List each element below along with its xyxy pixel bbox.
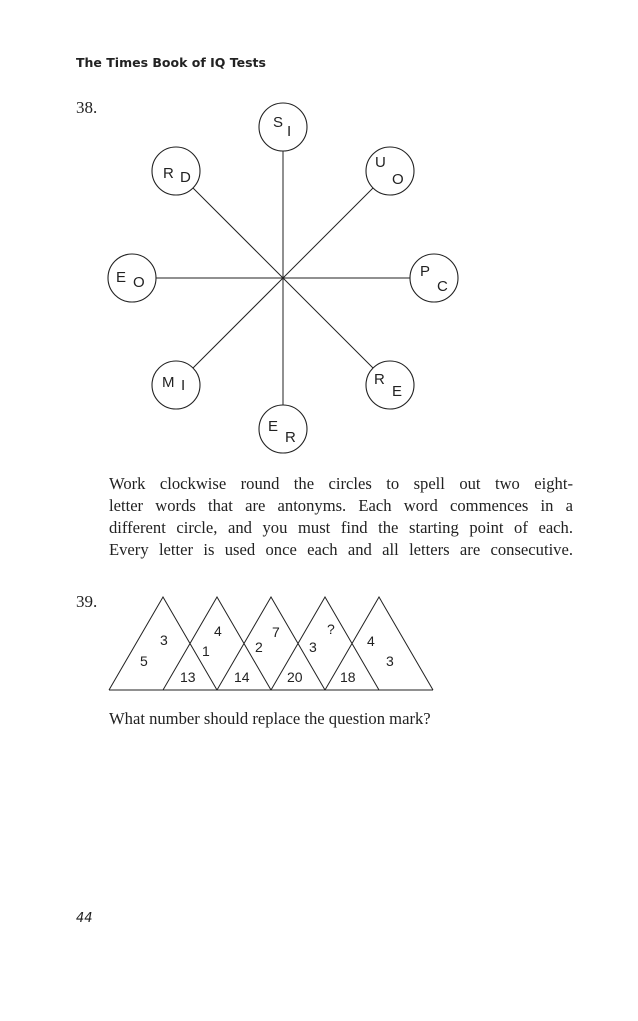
circle-letter: U <box>375 154 386 171</box>
triangle-number: 3 <box>160 632 168 648</box>
circle-letter: R <box>374 371 385 388</box>
circle-letter: R <box>163 165 174 182</box>
circle-letter: E <box>392 383 403 400</box>
question-38-number: 38. <box>76 98 98 117</box>
circle-letter: I <box>287 123 292 140</box>
triangle-number: 3 <box>386 653 394 669</box>
triangle-number: 5 <box>140 653 148 669</box>
bottom-number: 18 <box>340 669 356 685</box>
circle-letter: O <box>392 171 404 188</box>
circle-letter: C <box>437 278 448 295</box>
running-title: The Times Book of IQ Tests <box>76 55 266 70</box>
triangle-number: 3 <box>309 639 317 655</box>
triangle-number: ? <box>327 621 335 637</box>
text-line: different circle, and you must find the starting point of each. <box>109 518 573 537</box>
text-line: letter words that are antonyms. Each word commences in a <box>109 496 573 515</box>
bottom-number: 13 <box>180 669 196 685</box>
text-line: Work clockwise round the circles to spell out two eight- <box>109 474 573 493</box>
circle-letter: R <box>285 429 296 446</box>
question-39-number: 39. <box>76 592 98 611</box>
circle-letter: O <box>133 274 145 291</box>
circle-letter: E <box>268 418 279 435</box>
triangle-number: 1 <box>202 643 210 659</box>
triangle-number: 2 <box>255 639 263 655</box>
triangle-number: 4 <box>214 623 222 639</box>
circle-letter: S <box>273 114 284 131</box>
circle-letter: M <box>162 374 175 391</box>
circle-letter: P <box>420 263 431 280</box>
circle-letter: E <box>116 269 127 286</box>
circle-letter: D <box>180 169 191 186</box>
page-number: 44 <box>76 911 93 926</box>
triangle-number: 4 <box>367 633 375 649</box>
triangle-number: 7 <box>272 624 280 640</box>
circle-letter: I <box>181 377 186 394</box>
bottom-number: 14 <box>234 669 250 685</box>
text-line: Every letter is used once each and all letters are consecutive. <box>109 540 573 559</box>
bottom-number: 20 <box>287 669 303 685</box>
q39-question-text: What number should replace the question mark? <box>109 709 431 728</box>
